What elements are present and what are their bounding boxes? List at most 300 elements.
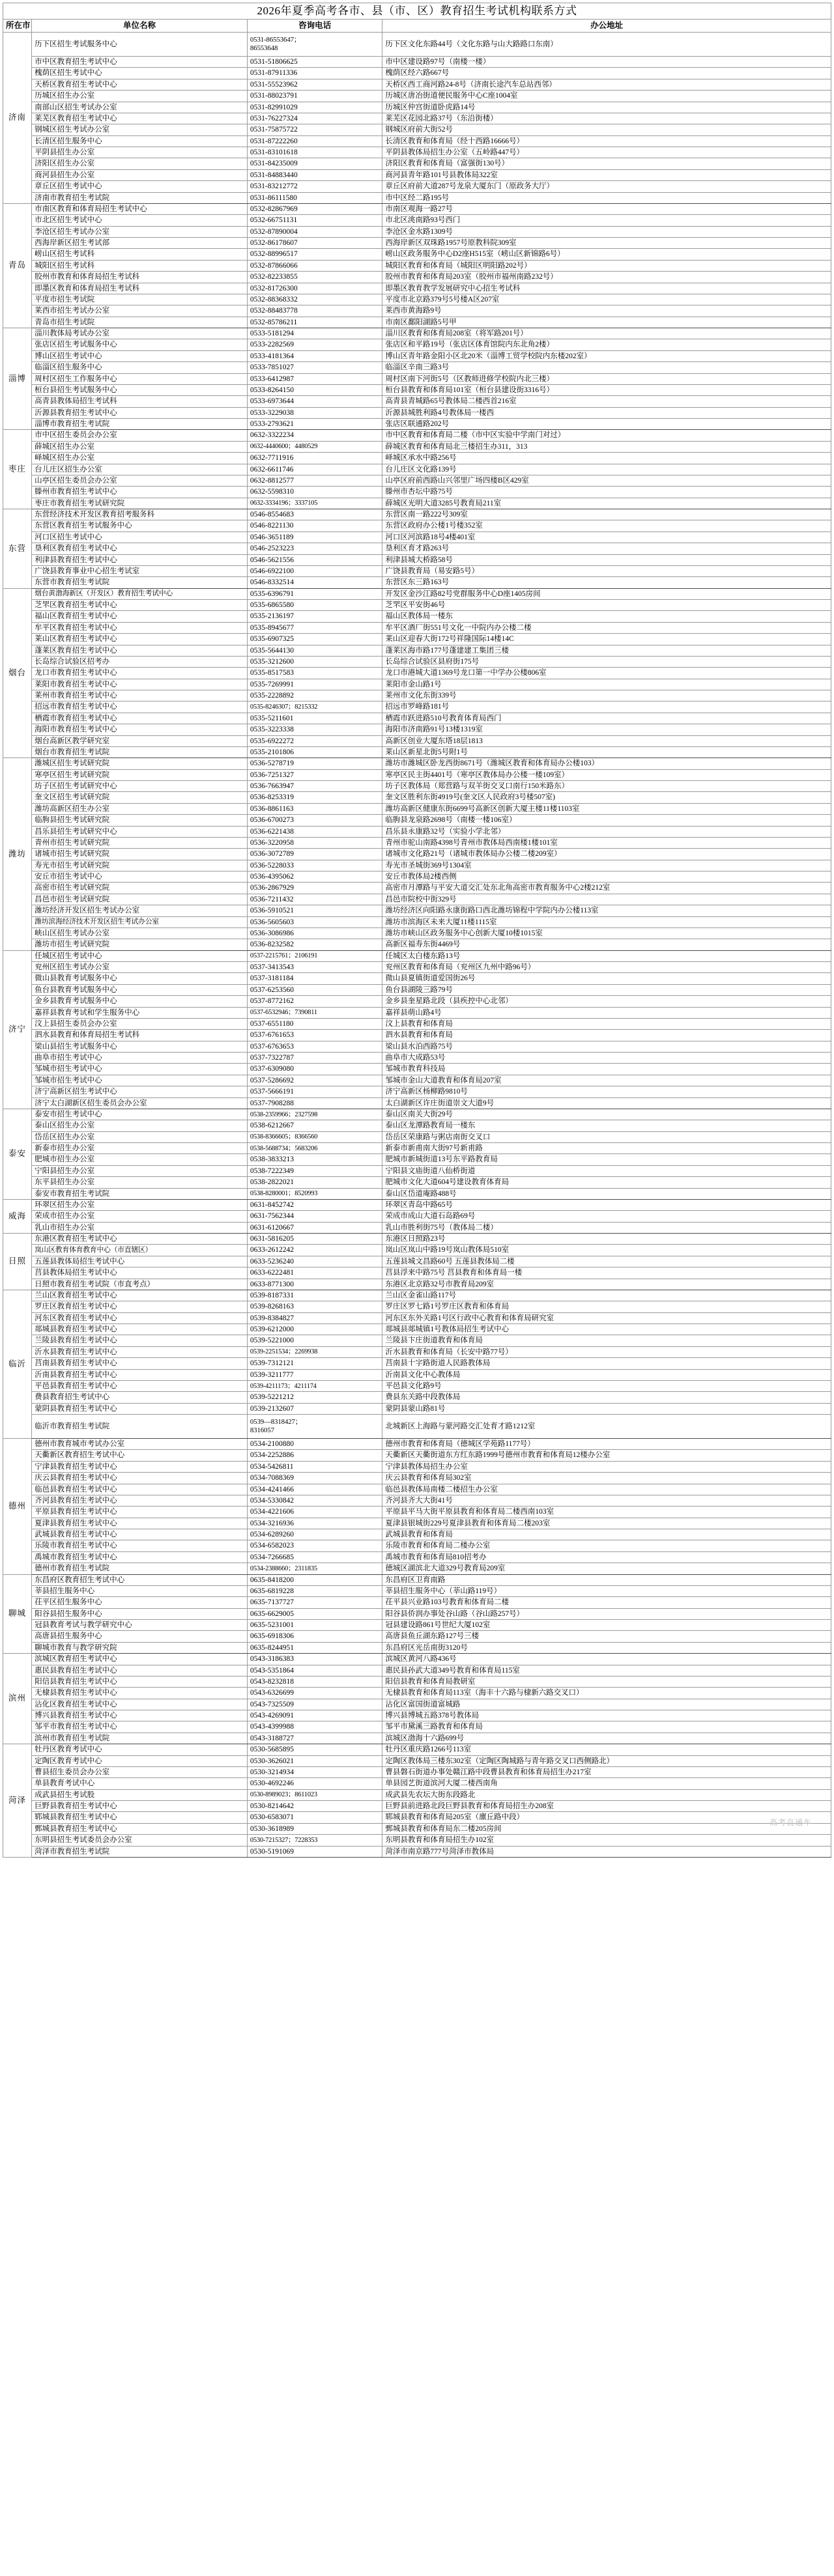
address-cell: 城阳区教育和体育局（城阳区明阳路202号） — [382, 260, 831, 271]
phone-cell: 0632-4440600；4480529 — [247, 441, 382, 452]
table-row — [3, 1018, 831, 1029]
address-cell: 莱芜区花园北路37号（东沿街楼） — [382, 113, 831, 124]
address-cell: 宁阳县文庙街道八仙桥街道 — [382, 1165, 831, 1176]
table-row — [3, 91, 831, 102]
phone-cell: 0535-8246307；8215332 — [247, 701, 382, 713]
table-row — [3, 1473, 831, 1484]
unit-name-cell: 牟平区教育招生考试中心 — [32, 622, 248, 633]
unit-name-cell: 日照市教育招生考试院（市直考点） — [32, 1279, 248, 1290]
table-row — [3, 238, 831, 249]
city-cell: 淄博 — [3, 328, 32, 430]
phone-cell: 0635-5231001 — [247, 1620, 382, 1631]
unit-name-cell: 山亭区招生委员会办公室 — [32, 475, 248, 486]
address-cell: 招远市罗峰路181号 — [382, 701, 831, 713]
table-row — [3, 158, 831, 169]
phone-cell: 0537-3181184 — [247, 973, 382, 984]
unit-name-cell: 肥城市招生办公室 — [32, 1154, 248, 1165]
unit-name-cell: 庆云县教育招生考试中心 — [32, 1473, 248, 1484]
city-cell: 聊城 — [3, 1574, 32, 1654]
address-cell: 东昌府区卫育南路 — [382, 1574, 831, 1585]
phone-cell: 0543-4399988 — [247, 1721, 382, 1733]
table-row — [3, 1267, 831, 1279]
unit-name-cell: 奎文区招生考试研究院 — [32, 792, 248, 803]
address-cell: 郓城县教育和体育局205室（廪丘路中段） — [382, 1812, 831, 1823]
table-row — [3, 701, 831, 713]
address-cell: 龙口市港城大道1369号龙口第一中学办公楼806室 — [382, 668, 831, 679]
unit-name-cell: 海阳市教育招生考试中心 — [32, 724, 248, 735]
phone-cell: 0531-76227324 — [247, 113, 382, 124]
unit-name-cell: 禹城市教育招生考试中心 — [32, 1551, 248, 1563]
phone-cell: 0543-3186383 — [247, 1654, 382, 1665]
unit-name-cell: 东港区教育招生考试中心 — [32, 1234, 248, 1245]
phone-cell: 0536-2867929 — [247, 883, 382, 894]
table-row — [3, 79, 831, 90]
unit-name-cell: 坊子区招生考试研究中心 — [32, 781, 248, 792]
table-row — [3, 1143, 831, 1154]
phone-cell: 0539-5221212 — [247, 1392, 382, 1403]
unit-name-cell: 潍坊市招生考试研究院 — [32, 939, 248, 950]
address-cell: 潍坊市峡山区政务服务中心创新大厦10楼1015室 — [382, 927, 831, 939]
address-cell: 齐河县齐大大街41号 — [382, 1495, 831, 1506]
unit-name-cell: 鄄城县教育招生考试中心 — [32, 1823, 248, 1834]
table-row — [3, 135, 831, 147]
unit-name-cell: 莱阳市教育招生考试中心 — [32, 679, 248, 690]
table-row — [3, 1688, 831, 1699]
table-row — [3, 1075, 831, 1086]
phone-cell: 0537-7908288 — [247, 1097, 382, 1109]
unit-name-cell: 无棣县教育招生考试中心 — [32, 1688, 248, 1699]
table-row — [3, 1279, 831, 1290]
address-cell: 历城区唐冶街道便民服务中心C座1004室 — [382, 91, 831, 102]
address-cell: 长岛综合试验区县府街175号 — [382, 656, 831, 667]
table-row — [3, 1801, 831, 1812]
address-cell: 兰山区金雀山路117号 — [382, 1290, 831, 1301]
address-cell: 张店区联通路202号 — [382, 419, 831, 430]
unit-name-cell: 惠民县教育招生考试中心 — [32, 1665, 248, 1676]
table-row — [3, 1335, 831, 1346]
address-cell: 奎文区胜利东街4919号(奎文区人民政府3号楼507室) — [382, 792, 831, 803]
address-cell: 寒亭区民主街4401号（寒亭区教体局办公楼一楼109室） — [382, 769, 831, 780]
unit-name-cell: 金乡县教育考试服务中心 — [32, 996, 248, 1007]
address-cell: 沂南县文化中心教体局 — [382, 1369, 831, 1380]
address-cell: 周村区南下河街5号（区教师进修学校院内北三楼） — [382, 373, 831, 384]
phone-cell: 0533-7851027 — [247, 362, 382, 373]
table-row — [3, 634, 831, 645]
unit-name-cell: 梁山县招生考试服务中心 — [32, 1041, 248, 1052]
address-cell: 峄城区承水中路256号 — [382, 453, 831, 464]
table-row — [3, 249, 831, 260]
phone-cell: 0535-2101806 — [247, 746, 382, 757]
table-row — [3, 1369, 831, 1380]
table-row — [3, 645, 831, 656]
phone-cell: 0539-8384827 — [247, 1312, 382, 1323]
address-cell: 垦利区育才路263号 — [382, 543, 831, 554]
unit-name-cell: 博兴县教育招生考试中心 — [32, 1710, 248, 1721]
phone-cell: 0532-82867969 — [247, 203, 382, 214]
unit-name-cell: 昌乐县招生考试研究中心 — [32, 826, 248, 837]
table-row — [3, 1823, 831, 1834]
table-row — [3, 328, 831, 339]
table-row — [3, 1199, 831, 1210]
city-cell: 青岛 — [3, 203, 32, 328]
address-cell: 市中区建设路97号（南楼一楼） — [382, 57, 831, 68]
phone-cell: 0632-3334196；3337105 — [247, 498, 382, 509]
address-cell: 市南区鄱阳湖路5号甲 — [382, 317, 831, 328]
unit-name-cell: 五莲县教体局招生考试中心 — [32, 1256, 248, 1267]
address-cell: 阳谷县侨润办事处谷山路（谷山路257号） — [382, 1608, 831, 1619]
address-cell: 桓台县教育和体育局101室（桓台县建设街3316号） — [382, 384, 831, 395]
unit-name-cell: 高密市招生考试研究院 — [32, 883, 248, 894]
phone-cell: 0635-6629005 — [247, 1608, 382, 1619]
address-cell: 东明县教育和体育局招生办102室 — [382, 1835, 831, 1846]
table-row — [3, 1154, 831, 1165]
table-row — [3, 939, 831, 950]
unit-name-cell: 青岛市招生考试院 — [32, 317, 248, 328]
address-cell: 阳信县教育和体育局教研室 — [382, 1676, 831, 1687]
table-row — [3, 815, 831, 826]
phone-cell: 0632-6611746 — [247, 464, 382, 475]
address-cell: 张店区和平路19号（张店区体育馆院内东北角2楼） — [382, 339, 831, 350]
table-row — [3, 588, 831, 599]
phone-cell: 0531-83101618 — [247, 147, 382, 158]
unit-name-cell: 张店区招生考试服务中心 — [32, 339, 248, 350]
unit-name-cell: 牡丹区教育考试中心 — [32, 1744, 248, 1755]
address-cell: 泰山区岱道庵路488号 — [382, 1188, 831, 1199]
table-row — [3, 1812, 831, 1823]
unit-name-cell: 泰安市招生考试中心 — [32, 1109, 248, 1120]
table-row — [3, 509, 831, 520]
unit-name-cell: 费县教育招生考试中心 — [32, 1392, 248, 1403]
address-cell: 冠县建设路861号世纪大厦102室 — [382, 1620, 831, 1631]
address-cell: 禹城市教育和体育局810招考办 — [382, 1551, 831, 1563]
phone-cell: 0530-5191069 — [247, 1846, 382, 1857]
table-row — [3, 668, 831, 679]
address-cell: 市北区洮南路93号西门 — [382, 215, 831, 226]
phone-cell: 0546-8554683 — [247, 509, 382, 520]
address-cell: 高唐县鱼丘湖东路127号三楼 — [382, 1631, 831, 1642]
unit-name-cell: 岚山区教育体育教育中心（市直辖区） — [32, 1245, 248, 1256]
unit-name-cell: 栖霞市教育招生考试中心 — [32, 713, 248, 724]
table-row — [3, 1789, 831, 1800]
phone-cell: 0532-88368332 — [247, 294, 382, 305]
address-cell: 钢城区府前大街52号 — [382, 124, 831, 135]
unit-name-cell: 市中区招生委员会办公室 — [32, 430, 248, 441]
unit-name-cell: 济宁太白湖新区招生委员会办公室 — [32, 1097, 248, 1109]
table-row — [3, 1290, 831, 1301]
unit-name-cell: 招远市教育招生考试中心 — [32, 701, 248, 713]
phone-cell: 0546-8332514 — [247, 577, 382, 588]
unit-name-cell: 青州市招生考试研究院 — [32, 837, 248, 848]
phone-cell: 0536-3220958 — [247, 837, 382, 848]
address-cell: 西海岸新区双珠路1957号原教科院309室 — [382, 238, 831, 249]
address-cell: 潍坊市潍城区卧龙西街8671号（潍城区教育和体育局办公楼103） — [382, 758, 831, 769]
unit-name-cell: 天桥区教育招生考试中心 — [32, 79, 248, 90]
unit-name-cell: 安丘市招生考试中心 — [32, 871, 248, 883]
phone-cell: 0539-3211777 — [247, 1369, 382, 1380]
unit-name-cell: 武城县教育招生考试中心 — [32, 1529, 248, 1540]
phone-cell: 0633-6222481 — [247, 1267, 382, 1279]
phone-cell: 0535-6907325 — [247, 634, 382, 645]
address-cell: 薛城区教育和体育局北三楼招生办311，313 — [382, 441, 831, 452]
address-cell: 沂水县教育和体育局（长安中路77号） — [382, 1346, 831, 1357]
phone-cell: 0530-5685895 — [247, 1744, 382, 1755]
table-row — [3, 1234, 831, 1245]
unit-name-cell: 高唐县招生服务中心 — [32, 1631, 248, 1642]
table-row — [3, 735, 831, 746]
phone-cell: 0534-3216936 — [247, 1518, 382, 1529]
address-cell: 蒙阴县蒙山路81号 — [382, 1403, 831, 1414]
table-row — [3, 1710, 831, 1721]
table-row — [3, 996, 831, 1007]
phone-cell: 0531-55523962 — [247, 79, 382, 90]
unit-name-cell: 冠县教育考试与教学研究中心 — [32, 1620, 248, 1631]
unit-name-cell: 市北区招生考试中心 — [32, 215, 248, 226]
phone-cell: 0534-5330842 — [247, 1495, 382, 1506]
address-cell: 高新区福寿东街4469号 — [382, 939, 831, 950]
address-cell: 坊子区教体局（郑营路与双羊街交叉口南行150米路东） — [382, 781, 831, 792]
phone-cell: 0533-5181294 — [247, 328, 382, 339]
phone-cell: 0538-2822021 — [247, 1177, 382, 1188]
table-row — [3, 1551, 831, 1563]
address-cell: 河口区河滨路18号4楼401室 — [382, 531, 831, 543]
address-cell: 嘉祥县萌山路4号 — [382, 1007, 831, 1018]
table-row — [3, 1608, 831, 1619]
unit-name-cell: 寿光市招生考试研究院 — [32, 860, 248, 871]
table-row — [3, 690, 831, 701]
unit-name-cell: 任城区招生考试中心 — [32, 950, 248, 961]
address-cell: 莱山区迎春大街172号祥隆国际14楼14C — [382, 634, 831, 645]
phone-cell: 0533-2282569 — [247, 339, 382, 350]
unit-name-cell: 滕州市教育招生考试中心 — [32, 487, 248, 498]
address-cell: 东港区日照路23号 — [382, 1234, 831, 1245]
address-cell: 平阴县教体局招生办公室（五岭路447号） — [382, 147, 831, 158]
address-cell: 滕州市杏坛中路75号 — [382, 487, 831, 498]
phone-cell: 0537-5666191 — [247, 1086, 382, 1097]
unit-name-cell: 曹县招生委员会办公室 — [32, 1766, 248, 1777]
address-cell: 无棣县教育和体育局113室（海丰十六路与棣新六路交叉口） — [382, 1688, 831, 1699]
table-row — [3, 1766, 831, 1777]
address-cell: 沾化区富国街道富城路 — [382, 1699, 831, 1710]
phone-cell: 0539-8187331 — [247, 1290, 382, 1301]
table-row — [3, 1778, 831, 1789]
column-header-unit: 单位名称 — [32, 20, 248, 33]
address-cell: 槐荫区经六路667号 — [382, 68, 831, 79]
phone-cell — [247, 33, 382, 57]
address-cell: 任城区太白楼东路13号 — [382, 950, 831, 961]
unit-name-cell: 钢城区招生考试办公室 — [32, 124, 248, 135]
table-row — [3, 1642, 831, 1653]
address-cell: 高青县青城路65号教体局二楼西首216室 — [382, 396, 831, 407]
phone-cell: 0535-7269991 — [247, 679, 382, 690]
phone-cell: 0536-5228033 — [247, 860, 382, 871]
column-header-city: 所在市 — [3, 20, 32, 33]
unit-name-cell: 潍坊经济开发区招生考试办公室 — [32, 905, 248, 916]
table-row — [3, 1392, 831, 1403]
table-row — [3, 317, 831, 328]
table-row — [3, 396, 831, 407]
phone-cell: 0535-6922272 — [247, 735, 382, 746]
table-row — [3, 1222, 831, 1233]
phone-cell: 0538-2359966；2327598 — [247, 1109, 382, 1120]
address-cell: 莘县招生服务中心（莘山路119号） — [382, 1585, 831, 1596]
unit-name-cell: 台儿庄区招生办公室 — [32, 464, 248, 475]
phone-cell: 0534-5426811 — [247, 1461, 382, 1472]
unit-name-cell: 龙口市教育招生考试中心 — [32, 668, 248, 679]
address-cell: 河东区东外关路1号区行政中心教育和体育局研究室 — [382, 1312, 831, 1323]
table-row — [3, 1109, 831, 1120]
phone-cell: 0532-88483778 — [247, 305, 382, 317]
unit-name-cell: 聊城市教育与教学研究院 — [32, 1642, 248, 1653]
table-row — [3, 849, 831, 860]
unit-name-cell: 市南区教育和体育局招生考试中心 — [32, 203, 248, 214]
table-row — [3, 679, 831, 690]
unit-name-cell: 商河县招生办公室 — [32, 169, 248, 180]
unit-name-cell: 沂水县教育招生考试中心 — [32, 1346, 248, 1357]
phone-line: 86553648 — [250, 44, 278, 52]
table-row — [3, 600, 831, 611]
table-row — [3, 1007, 831, 1018]
unit-name-cell: 泰山区招生办公室 — [32, 1120, 248, 1131]
unit-name-cell: 单县教育考试中心 — [32, 1778, 248, 1789]
phone-cell: 0536-5605603 — [247, 916, 382, 927]
table-row — [3, 453, 831, 464]
phone-cell: 0532-87890004 — [247, 226, 382, 237]
table-row — [3, 339, 831, 350]
address-cell: 济宁高新区杨柳路9810号 — [382, 1086, 831, 1097]
address-cell: 金乡县奎星路北段（县疾控中心北邻） — [382, 996, 831, 1007]
table-row — [3, 656, 831, 667]
phone-cell: 0536-3086986 — [247, 927, 382, 939]
table-row — [3, 350, 831, 361]
address-cell: 邹城市教育科技局 — [382, 1064, 831, 1075]
unit-name-cell: 滨州市教育招生考试院 — [32, 1733, 248, 1744]
address-cell: 肥城市新城街道13号东平路教育局 — [382, 1154, 831, 1165]
phone-cell: 0538-3833213 — [247, 1154, 382, 1165]
address-cell: 兖州区教育和体育局（兖州区九州中路96号） — [382, 962, 831, 973]
table-row — [3, 1131, 831, 1142]
unit-name-cell: 李沧区招生考试办公室 — [32, 226, 248, 237]
unit-name-cell: 曲阜市招生考试中心 — [32, 1053, 248, 1064]
address-cell: 临朐县龙泉路2698号（南楼一楼106室） — [382, 815, 831, 826]
city-cell: 临沂 — [3, 1290, 32, 1438]
unit-name-cell: 烟台黄渤海新区（开发区）教育招生考试中心 — [32, 588, 248, 599]
phone-cell: 0631-6120667 — [247, 1222, 382, 1233]
table-row — [3, 781, 831, 792]
column-header-row — [3, 20, 831, 33]
address-cell: 德城区湖滨北大道329号教育局209室 — [382, 1563, 831, 1574]
phone-cell: 0534-7266685 — [247, 1551, 382, 1563]
address-cell: 莒南县十字路街道人民路教体局 — [382, 1358, 831, 1369]
phone-cell: 0635-7137727 — [247, 1597, 382, 1608]
address-cell: 鄄城县教育和体育局东二楼205房间 — [382, 1823, 831, 1834]
table-row — [3, 927, 831, 939]
address-cell: 利津县城大桥路58号 — [382, 554, 831, 565]
unit-name-cell: 槐荫区招生考试中心 — [32, 68, 248, 79]
table-row — [3, 1380, 831, 1391]
phone-cell: 0536-6221438 — [247, 826, 382, 837]
address-cell: 莒县浮来中路75号 莒县教育和体育局一楼 — [382, 1267, 831, 1279]
table-row — [3, 407, 831, 418]
phone-cell: 0543-6326699 — [247, 1688, 382, 1699]
table-row — [3, 498, 831, 509]
unit-name-cell: 成武县招生考试股 — [32, 1789, 248, 1800]
phone-cell: 0546-2523223 — [247, 543, 382, 554]
unit-name-cell: 蒙阴县教育招生考试中心 — [32, 1403, 248, 1414]
unit-name-cell: 兰山区教育招生考试中心 — [32, 1290, 248, 1301]
unit-name-cell: 垦利区教育招生考试中心 — [32, 543, 248, 554]
address-cell: 泰山区南关大街29号 — [382, 1109, 831, 1120]
address-cell: 即墨区教育教学发展研究中心招生考试科 — [382, 283, 831, 294]
address-cell: 肥城市文化大道604号建设教育体育局 — [382, 1177, 831, 1188]
phone-cell: 0531-82991029 — [247, 102, 382, 113]
address-cell: 泗水县教育和体育局 — [382, 1030, 831, 1041]
table-row — [3, 883, 831, 894]
address-cell: 成武县先农坛大街东段路北 — [382, 1789, 831, 1800]
unit-name-cell: 莱州市教育招生考试中心 — [32, 690, 248, 701]
unit-name-cell: 阳信县教育招生考试中心 — [32, 1676, 248, 1687]
unit-name-cell: 寒亭区招生考试研究院 — [32, 769, 248, 780]
table-row — [3, 984, 831, 995]
table-row — [3, 1358, 831, 1369]
table-row — [3, 1041, 831, 1052]
table-row — [3, 565, 831, 576]
address-cell: 太白湖新区许庄街道崇文大道9号 — [382, 1097, 831, 1109]
address-cell: 邹平市黛溪三路教育和体育局 — [382, 1721, 831, 1733]
unit-name-cell: 长清区招生服务中心 — [32, 135, 248, 147]
phone-cell: 0535-5644130 — [247, 645, 382, 656]
unit-name-cell: 乐陵市教育招生考试中心 — [32, 1540, 248, 1551]
phone-cell: 0532-85786211 — [247, 317, 382, 328]
unit-name-cell: 茌平区招生服务中心 — [32, 1597, 248, 1608]
phone-cell: 0537-6253560 — [247, 984, 382, 995]
table-row — [3, 1030, 831, 1041]
table-row — [3, 724, 831, 735]
unit-name-cell: 滨城区教育招生考试中心 — [32, 1654, 248, 1665]
phone-cell: 0635-6918306 — [247, 1631, 382, 1642]
table-row — [3, 1495, 831, 1506]
address-cell: 费县东关路中段教体局 — [382, 1392, 831, 1403]
table-row — [3, 1597, 831, 1608]
phone-cell: 0537-6309080 — [247, 1064, 382, 1075]
unit-name-cell: 利津县教育招生考试中心 — [32, 554, 248, 565]
address-cell: 商河县青年路101号县教体局322室 — [382, 169, 831, 180]
address-cell: 历城区仲宫街道卧虎路14号 — [382, 102, 831, 113]
table-row — [3, 622, 831, 633]
table-row — [3, 950, 831, 961]
table-row — [3, 746, 831, 757]
phone-cell: 0533-6973644 — [247, 396, 382, 407]
phone-cell: 0534-7088369 — [247, 1473, 382, 1484]
address-cell: 章丘区府前大道287号龙泉大厦东门（原政务大厅） — [382, 181, 831, 192]
phone-cell: 0546-6922100 — [247, 565, 382, 576]
city-cell: 东营 — [3, 509, 32, 589]
phone-cell: 0632-8812577 — [247, 475, 382, 486]
address-cell: 惠民县孙武大道349号教育和体育局115室 — [382, 1665, 831, 1676]
unit-name-cell: 夏津县教育招生考试中心 — [32, 1518, 248, 1529]
title-row — [3, 3, 831, 20]
phone-cell: 0635-8418200 — [247, 1574, 382, 1585]
address-cell: 潍坊经济区向阳路永康街路口西北潍坊锦程中学院内办公楼113室 — [382, 905, 831, 916]
table-row — [3, 1563, 831, 1574]
address-cell: 定陶区教体局三楼东302室（定陶区陶城路与青年路交叉口西侧路北） — [382, 1755, 831, 1766]
phone-cell: 0537-2215761；2106191 — [247, 950, 382, 961]
unit-name-cell: 郓城县教育招生考试中心 — [32, 1812, 248, 1823]
table-row — [3, 147, 831, 158]
address-cell: 东昌府区光岳南街3120号 — [382, 1642, 831, 1653]
table-row — [3, 181, 831, 192]
table-row — [3, 1518, 831, 1529]
unit-name-cell: 章丘区招生考试中心 — [32, 181, 248, 192]
